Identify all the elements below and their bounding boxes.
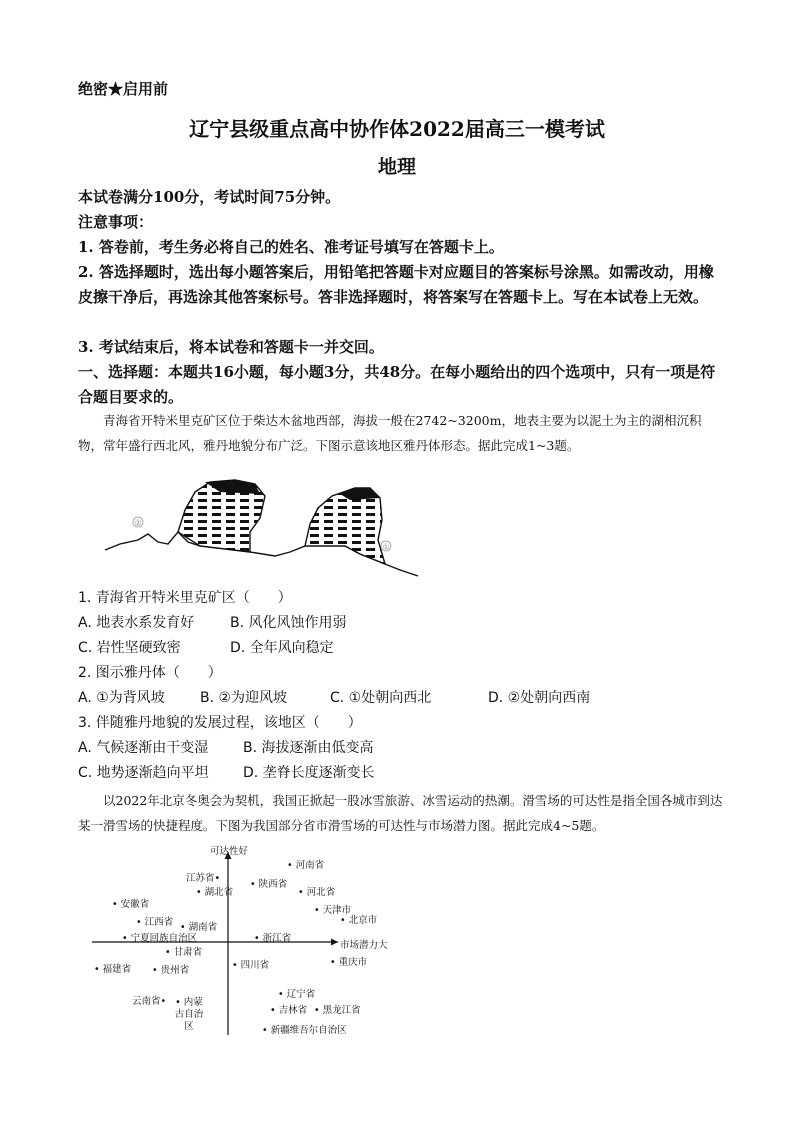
point-neimenggu: • 内蒙古自治区 — [174, 997, 204, 1032]
note-3: 3. 考试结束后，将本试卷和答题卡一并交回。 — [78, 338, 384, 356]
notes-title: 注意事项： — [78, 213, 154, 231]
point-hubei: • 湖北省 — [196, 887, 234, 898]
q2-option-a: A. ①为背风坡 — [78, 690, 165, 706]
x-axis-label: 市场潜力大 — [340, 940, 388, 951]
question-2: 2. 图示雅丹体（ ） — [78, 665, 222, 681]
point-liaoning: • 辽宁省 — [278, 989, 316, 1000]
q1-option-a: A. 地表水系发育好 — [78, 615, 195, 631]
point-beijing: • 北京市 — [340, 915, 378, 926]
point-tianjin: • 天津市 — [314, 905, 352, 916]
point-fujian: • 福建省 — [94, 964, 132, 975]
q3-option-c: C. 地势逐渐趋向平坦 — [78, 765, 209, 781]
yardang-figure — [100, 470, 430, 582]
question-1: 1. 青海省开特米里克矿区（ ） — [78, 590, 292, 606]
exam-title: 辽宁县级重点高中协作体2022届高三一模考试 — [189, 117, 605, 141]
q1-option-b: B. 风化风蚀作用弱 — [230, 615, 347, 631]
q3-option-d: D. 垄脊长度逐渐变长 — [243, 765, 375, 781]
score-line: 本试卷满分100分，考试时间75分钟。 — [78, 188, 341, 206]
point-yunnan: 云南省• — [132, 996, 167, 1007]
point-ningxia: • 宁夏回族自治区 — [122, 933, 198, 944]
label-2: ② — [134, 518, 142, 528]
point-henan: • 河南省 — [287, 860, 325, 871]
q2-option-b: B. ②为迎风坡 — [200, 690, 288, 706]
q3-option-b: B. 海拔逐渐由低变高 — [243, 740, 374, 756]
point-hebei: • 河北省 — [298, 887, 336, 898]
point-jiangsu: 江苏省• — [186, 873, 221, 884]
point-gansu: • 甘肃省 — [165, 947, 203, 958]
q2-option-c: C. ①处朝向西北 — [330, 690, 432, 706]
point-jiangxi: • 江西省 — [136, 917, 174, 928]
point-shaanxi: • 陕西省 — [250, 879, 288, 890]
point-heilongjiang: • 黑龙江省 — [314, 1005, 361, 1016]
passage-2: 以2022年北京冬奥会为契机，我国正掀起一股冰雪旅游、冰雪运动的热潮。滑雪场的可达性是指全国各城市到达某一滑雪场的快捷程度。下图为我国部分省市滑雪场的可达性与市场潜力图。据此完成4~5题。 — [78, 793, 723, 833]
point-hunan: • 湖南省 — [180, 922, 218, 933]
note-1: 1. 答卷前，考生务必将自己的姓名、准考证号填写在答题卡上。 — [78, 238, 504, 256]
point-guizhou: • 贵州省 — [152, 965, 190, 976]
q1-option-d: D. 全年风向稳定 — [230, 640, 334, 656]
passage-1: 青海省开特米里克矿区位于柴达木盆地西部，海拔一般在2742~3200m，地表主要为以泥土为主的湖相沉积物，常年盛行西北风，雅丹地貌分布广泛。下图示意该地区雅丹体形态。据此完成1~3题。 — [78, 413, 702, 453]
section-1-heading: 一、选择题：本题共16小题，每小题3分，共48分。在每小题给出的四个选项中，只有一项是符合题目要求的。 — [78, 363, 716, 406]
point-sichuan: • 四川省 — [232, 960, 270, 971]
q1-option-c: C. 岩性坚硬致密 — [78, 640, 181, 656]
point-chongqing: • 重庆市 — [330, 957, 368, 968]
label-1: ① — [382, 542, 390, 552]
y-axis-label: 可达性好 — [210, 846, 249, 857]
yardang-right — [305, 488, 385, 564]
point-jilin: • 吉林省 — [270, 1005, 308, 1016]
point-zhejiang: • 浙江省 — [254, 933, 292, 944]
subject-title: 地理 — [377, 156, 416, 178]
note-2: 2. 答选择题时，选出每小题答案后，用铅笔把答题卡对应题目的答案标号涂黑。如需改动，用橡皮擦干净后，再选涂其他答案标号。答非选择题时，将答案写在答题卡上。写在本试卷上无效。 — [78, 263, 714, 306]
question-3: 3. 伴随雅丹地貌的发展过程，该地区（ ） — [78, 715, 362, 731]
q3-option-a: A. 气候逐渐由干变湿 — [78, 740, 209, 756]
confidential-mark: 绝密★启用前 — [78, 80, 169, 98]
point-anhui: • 安徽省 — [112, 899, 150, 910]
q2-option-d: D. ②处朝向西南 — [488, 690, 591, 706]
point-xinjiang: • 新疆维吾尔自治区 — [262, 1025, 347, 1036]
